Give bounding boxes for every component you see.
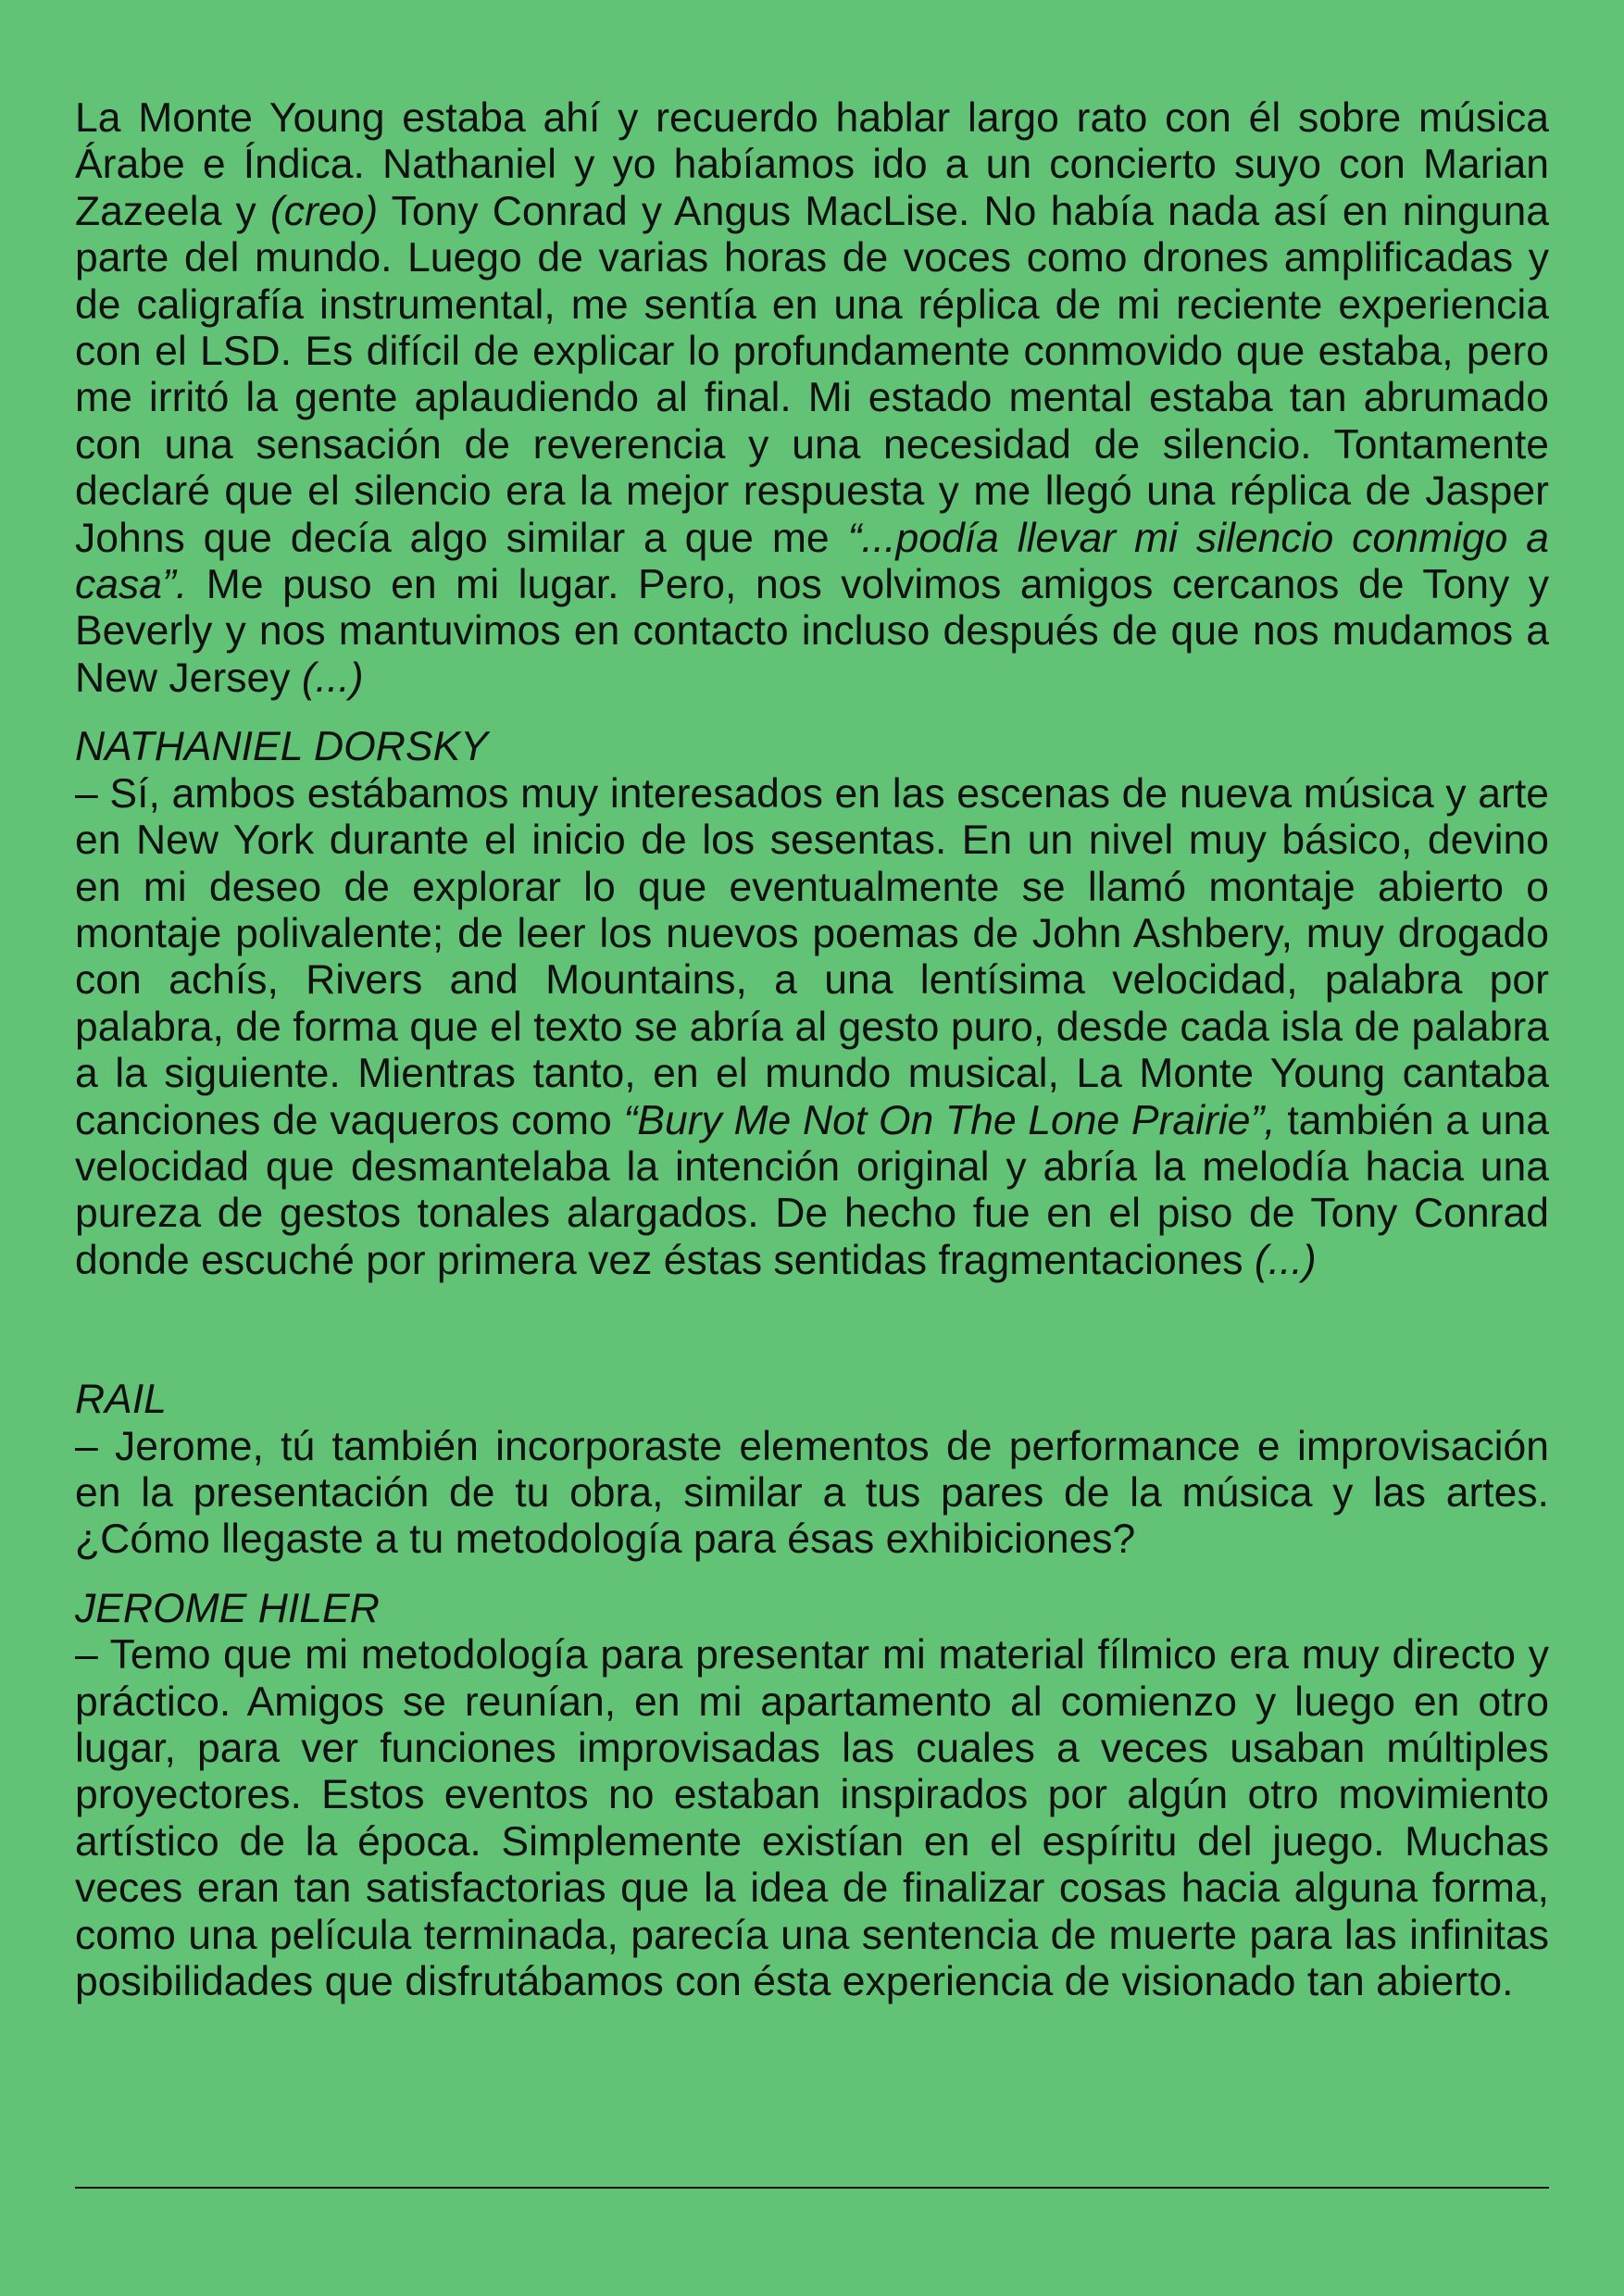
speaker-dorsky: NATHANIEL DORSKY <box>75 724 488 770</box>
hiler-paragraph: – Temo que mi metodología para presentar mi material fílmico era muy directo y práctico. Amigos se reunían, en mi apartamento al comienzo y luego en otro lugar, para ver funciones improvisadas las cuales a veces usaban múltiples proyectores. Estos eventos no estaban inspirados por algún otro movimiento artístico de la época. Simplemente existían en el espíritu del juego. Muchas veces eran tan satisfactorias que la idea de finalizar cosas hacia alguna forma, como una película terminada, parecía una sentencia de muerte para las infinitas posibilidades que disfrutábamos con ésta experiencia de visionado tan abierto. <box>75 1632 1549 2005</box>
dorsky-text-1: – Sí, ambos estábamos muy interesados en las escenas de nueva música y arte en New York durante el inicio de los sesentas. En un nivel muy básico, devino en mi deseo de explorar lo que eventualmente se llamó montaje abierto o montaje polivalente; de leer los nuevos poemas de John Ashbery, muy drogado con achís, Rivers and Mountains, a una lentísima velocidad, palabra por palabra, de forma que el texto se abría al gesto puro, desde cada isla de palabra a la siguiente. Mientras tanto, en el mundo musical, La Monte Young cantaba canciones de vaqueros como <box>75 770 1549 1143</box>
intro-italic-quote: “...podía llevar mi silencio conmigo a casa”. <box>75 515 1549 608</box>
dorsky-paragraph <box>75 771 1549 1284</box>
intro-italic-creo: (creo) <box>269 188 379 234</box>
intro-italic-ellipsis: (...) <box>301 655 364 701</box>
dorsky-text-2: también a una velocidad que desmantelaba la intención original y abría la melodía hacia una pureza de gestos tonales alargados. De hecho fue en el piso de Tony Conrad donde escuché por primera vez éstas sentidas fragmentaciones <box>75 1097 1550 1283</box>
intro-text-2: Tony Conrad y Angus MacLise. No había nada así en ninguna parte del mundo. Luego de varias horas de voces como drones amplificadas y de caligrafía instrumental, me sentía en una réplica de mi reciente experiencia con el LSD. Es difícil de explicar lo profundamente conmovido que estaba, pero me irritó la gente aplaudiendo al final. Mi estado mental estaba tan abrumado con una sensación de reverencia y una necesidad de silencio. Tontamente declaré que el silencio era la mejor respuesta y me llegó una réplica de Jasper Johns que decía algo similar a que me <box>75 188 1549 561</box>
speaker-rail: RAIL <box>75 1377 167 1423</box>
speaker-hiler: JEROME HILER <box>75 1585 380 1631</box>
intro-text-3: Me puso en mi lugar. Pero, nos volvimos amigos cercanos de Tony y Beverly y nos mantuvimos en contacto incluso después de que nos mudamos a New Jersey <box>75 562 1549 701</box>
rail-paragraph: – Jerome, tú también incorporaste elementos de performance e improvisación en la presentación de tu obra, similar a tus pares de la música y las artes. ¿Cómo llegaste a tu metodología para ésas exhibiciones? <box>75 1423 1549 1563</box>
dorsky-italic-song: “Bury Me Not On The Lone Prairie”, <box>623 1097 1276 1143</box>
intro-text-1: La Monte Young estaba ahí y recuerdo hablar largo rato con él sobre música Árabe e Índica. Nathaniel y yo habíamos ido a un concierto suyo con Marian Zazeela y <box>75 95 1549 234</box>
end-divider-line <box>75 2187 1549 2189</box>
intro-paragraph <box>75 95 1549 702</box>
dorsky-italic-ellipsis: (...) <box>1254 1237 1317 1283</box>
